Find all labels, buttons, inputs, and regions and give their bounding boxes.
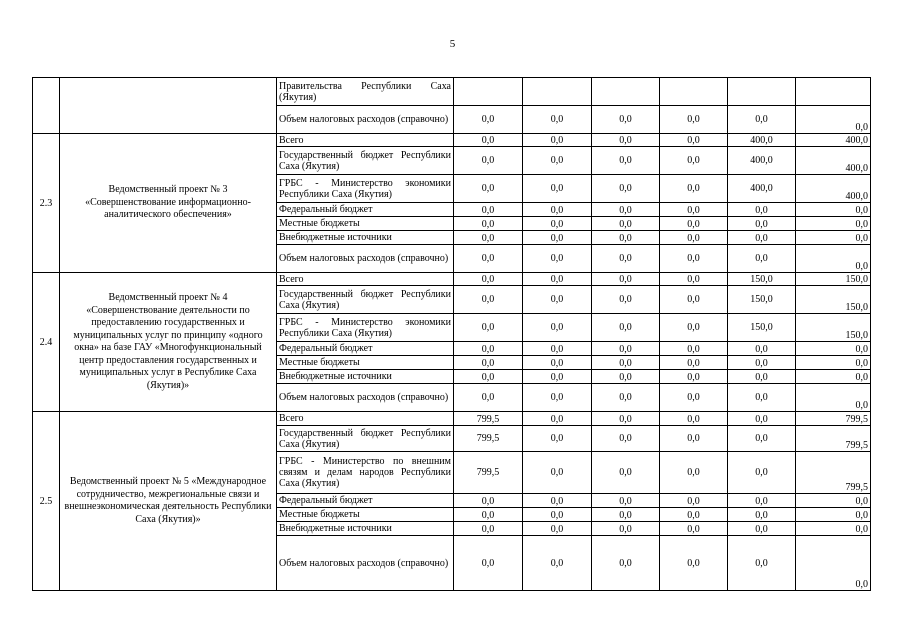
value-cell: 0,0 — [592, 536, 660, 591]
value-cell: 0,0 — [660, 384, 728, 412]
value-cell: 0,0 — [660, 134, 728, 147]
source-cell: Всего — [277, 412, 454, 426]
value-cell: 0,0 — [592, 384, 660, 412]
value-cell: 0,0 — [660, 356, 728, 370]
value-cell: 0,0 — [523, 245, 592, 273]
value-cell: 0,0 — [660, 508, 728, 522]
source-cell: Государственный бюджет Республики Саха (Якутия) — [277, 286, 454, 314]
value-cell: 0,0 — [592, 412, 660, 426]
source-cell: Местные бюджеты — [277, 356, 454, 370]
value-cell: 0,0 — [454, 273, 523, 286]
value-cell: 0,0 — [454, 384, 523, 412]
value-cell: 0,0 — [796, 356, 871, 370]
value-cell: 0,0 — [523, 314, 592, 342]
source-cell: ГРБС - Министерство экономики Республики Саха (Якутия) — [277, 175, 454, 203]
value-cell: 0,0 — [660, 231, 728, 245]
value-cell: 0,0 — [728, 342, 796, 356]
value-cell: 0,0 — [796, 370, 871, 384]
value-cell: 0,0 — [592, 106, 660, 134]
value-cell: 0,0 — [523, 106, 592, 134]
value-cell: 0,0 — [728, 384, 796, 412]
page-number: 5 — [449, 38, 456, 50]
value-cell: 150,0 — [796, 286, 871, 314]
value-cell: 0,0 — [728, 522, 796, 536]
value-cell: 799,5 — [796, 452, 871, 494]
value-cell: 0,0 — [454, 314, 523, 342]
source-cell: Всего — [277, 134, 454, 147]
project-name-cell: Ведомственный проект № 4 «Совершенствование деятельности по предоставлению государственных и муниципальных услуг по принципу «одного окна» на базе ГАУ «Многофункциональный центр предоставления государственных и муниципальных услуг в Республике Саха (Якутия)» — [60, 273, 277, 412]
value-cell: 0,0 — [592, 134, 660, 147]
value-cell: 0,0 — [523, 384, 592, 412]
value-cell: 0,0 — [660, 314, 728, 342]
value-cell: 150,0 — [728, 314, 796, 342]
value-cell: 0,0 — [592, 245, 660, 273]
value-cell: 799,5 — [796, 412, 871, 426]
source-cell: Государственный бюджет Республики Саха (Якутия) — [277, 147, 454, 175]
value-cell: 0,0 — [454, 370, 523, 384]
value-cell: 0,0 — [592, 452, 660, 494]
value-cell: 150,0 — [796, 314, 871, 342]
value-cell: 0,0 — [796, 522, 871, 536]
table-row — [33, 134, 871, 147]
value-cell: 0,0 — [592, 217, 660, 231]
value-cell: 0,0 — [660, 370, 728, 384]
value-cell: 0,0 — [523, 356, 592, 370]
value-cell: 0,0 — [523, 494, 592, 508]
value-cell: 0,0 — [454, 217, 523, 231]
value-cell: 0,0 — [523, 203, 592, 217]
value-cell: 150,0 — [728, 273, 796, 286]
source-cell: Федеральный бюджет — [277, 342, 454, 356]
value-cell: 400,0 — [728, 134, 796, 147]
value-cell: 0,0 — [592, 342, 660, 356]
value-cell: 0,0 — [592, 522, 660, 536]
value-cell: 0,0 — [523, 412, 592, 426]
value-cell: 0,0 — [523, 452, 592, 494]
value-cell: 0,0 — [454, 356, 523, 370]
source-cell: ГРБС - Министерство по внешним связям и делам народов Республики Саха (Якутия) — [277, 452, 454, 494]
value-cell: 0,0 — [523, 134, 592, 147]
value-cell: 0,0 — [796, 231, 871, 245]
value-cell: 0,0 — [523, 217, 592, 231]
source-cell: Государственный бюджет Республики Саха (Якутия) — [277, 426, 454, 452]
value-cell: 799,5 — [796, 426, 871, 452]
value-cell: 0,0 — [454, 203, 523, 217]
value-cell: 0,0 — [728, 106, 796, 134]
value-cell: 0,0 — [660, 522, 728, 536]
value-cell: 0,0 — [592, 494, 660, 508]
value-cell: 0,0 — [523, 536, 592, 591]
row-number-cell: 2.5 — [33, 412, 60, 591]
value-cell: 400,0 — [796, 175, 871, 203]
value-cell: 0,0 — [523, 147, 592, 175]
value-cell: 400,0 — [728, 147, 796, 175]
source-cell: Местные бюджеты — [277, 217, 454, 231]
value-cell: 0,0 — [728, 452, 796, 494]
value-cell: 0,0 — [660, 217, 728, 231]
value-cell: 0,0 — [454, 342, 523, 356]
value-cell: 0,0 — [592, 286, 660, 314]
project-name-cell: Ведомственный проект № 5 «Международное сотрудничество, межрегиональные связи и внешнеэкономическая деятельность Республики Саха (Якутия)» — [60, 412, 277, 591]
source-cell: Объем налоговых расходов (справочно) — [277, 384, 454, 412]
value-cell: 0,0 — [454, 147, 523, 175]
value-cell: 0,0 — [523, 342, 592, 356]
value-cell: 0,0 — [592, 203, 660, 217]
value-cell: 0,0 — [796, 217, 871, 231]
value-cell: 0,0 — [728, 494, 796, 508]
value-cell — [454, 78, 523, 106]
value-cell: 0,0 — [796, 106, 871, 134]
value-cell — [523, 78, 592, 106]
value-cell: 0,0 — [454, 231, 523, 245]
value-cell — [660, 78, 728, 106]
value-cell: 0,0 — [660, 175, 728, 203]
table-row — [33, 273, 871, 286]
value-cell: 0,0 — [592, 231, 660, 245]
value-cell: 0,0 — [728, 426, 796, 452]
value-cell: 0,0 — [454, 536, 523, 591]
value-cell: 0,0 — [660, 452, 728, 494]
value-cell: 0,0 — [728, 217, 796, 231]
value-cell: 0,0 — [796, 494, 871, 508]
value-cell: 0,0 — [454, 508, 523, 522]
value-cell: 0,0 — [454, 494, 523, 508]
value-cell: 0,0 — [454, 175, 523, 203]
value-cell: 0,0 — [523, 522, 592, 536]
value-cell: 0,0 — [728, 203, 796, 217]
table-row — [33, 78, 871, 106]
value-cell — [796, 78, 871, 106]
value-cell: 0,0 — [592, 147, 660, 175]
source-cell: Объем налоговых расходов (справочно) — [277, 245, 454, 273]
project-cell-empty — [60, 78, 277, 134]
row-number-cell: 2.4 — [33, 273, 60, 412]
value-cell: 0,0 — [660, 412, 728, 426]
value-cell — [592, 78, 660, 106]
value-cell: 0,0 — [592, 273, 660, 286]
num-cell-empty — [33, 78, 60, 134]
value-cell: 0,0 — [523, 426, 592, 452]
source-cell: Всего — [277, 273, 454, 286]
value-cell: 0,0 — [660, 203, 728, 217]
value-cell: 799,5 — [454, 452, 523, 494]
value-cell: 0,0 — [454, 522, 523, 536]
budget-table-body — [33, 78, 871, 591]
value-cell: 0,0 — [523, 231, 592, 245]
value-cell: 400,0 — [728, 175, 796, 203]
value-cell: 0,0 — [523, 370, 592, 384]
value-cell: 0,0 — [660, 106, 728, 134]
value-cell: 0,0 — [728, 370, 796, 384]
value-cell: 0,0 — [660, 273, 728, 286]
value-cell: 0,0 — [660, 494, 728, 508]
value-cell: 0,0 — [796, 245, 871, 273]
value-cell — [728, 78, 796, 106]
value-cell: 400,0 — [796, 134, 871, 147]
source-cell: Внебюджетные источники — [277, 522, 454, 536]
value-cell: 0,0 — [660, 536, 728, 591]
value-cell: 0,0 — [796, 508, 871, 522]
value-cell: 0,0 — [523, 508, 592, 522]
value-cell: 0,0 — [728, 536, 796, 591]
value-cell: 0,0 — [796, 384, 871, 412]
value-cell: 0,0 — [728, 508, 796, 522]
table-row — [33, 412, 871, 426]
value-cell: 799,5 — [454, 426, 523, 452]
value-cell: 0,0 — [592, 356, 660, 370]
project-name-cell: Ведомственный проект № 3 «Совершенствование информационно-аналитического обеспечения» — [60, 134, 277, 273]
value-cell: 0,0 — [660, 147, 728, 175]
value-cell: 0,0 — [728, 245, 796, 273]
source-cell: Федеральный бюджет — [277, 203, 454, 217]
value-cell: 0,0 — [523, 286, 592, 314]
value-cell: 0,0 — [454, 134, 523, 147]
value-cell: 0,0 — [592, 508, 660, 522]
value-cell: 0,0 — [660, 286, 728, 314]
budget-table — [32, 77, 871, 591]
value-cell: 0,0 — [796, 342, 871, 356]
value-cell: 0,0 — [796, 203, 871, 217]
source-cell: Объем налоговых расходов (справочно) — [277, 536, 454, 591]
source-cell: Федеральный бюджет — [277, 494, 454, 508]
row-number-cell: 2.3 — [33, 134, 60, 273]
value-cell: 0,0 — [454, 245, 523, 273]
value-cell: 0,0 — [592, 314, 660, 342]
value-cell: 0,0 — [796, 536, 871, 591]
value-cell: 0,0 — [592, 370, 660, 384]
value-cell: 0,0 — [592, 175, 660, 203]
value-cell: 0,0 — [454, 106, 523, 134]
value-cell: 0,0 — [592, 426, 660, 452]
source-cell: Внебюджетные источники — [277, 231, 454, 245]
source-cell: Внебюджетные источники — [277, 370, 454, 384]
value-cell: 0,0 — [660, 342, 728, 356]
value-cell: 0,0 — [660, 426, 728, 452]
value-cell: 0,0 — [523, 273, 592, 286]
value-cell: 0,0 — [660, 245, 728, 273]
value-cell: 150,0 — [728, 286, 796, 314]
source-cell: Объем налоговых расходов (справочно) — [277, 106, 454, 134]
source-cell: Правительства Республики Саха (Якутия) — [277, 78, 454, 106]
value-cell: 400,0 — [796, 147, 871, 175]
value-cell: 0,0 — [454, 286, 523, 314]
value-cell: 799,5 — [454, 412, 523, 426]
value-cell: 0,0 — [523, 175, 592, 203]
value-cell: 0,0 — [728, 356, 796, 370]
value-cell: 0,0 — [728, 412, 796, 426]
value-cell: 150,0 — [796, 273, 871, 286]
source-cell: Местные бюджеты — [277, 508, 454, 522]
value-cell: 0,0 — [728, 231, 796, 245]
source-cell: ГРБС - Министерство экономики Республики Саха (Якутия) — [277, 314, 454, 342]
